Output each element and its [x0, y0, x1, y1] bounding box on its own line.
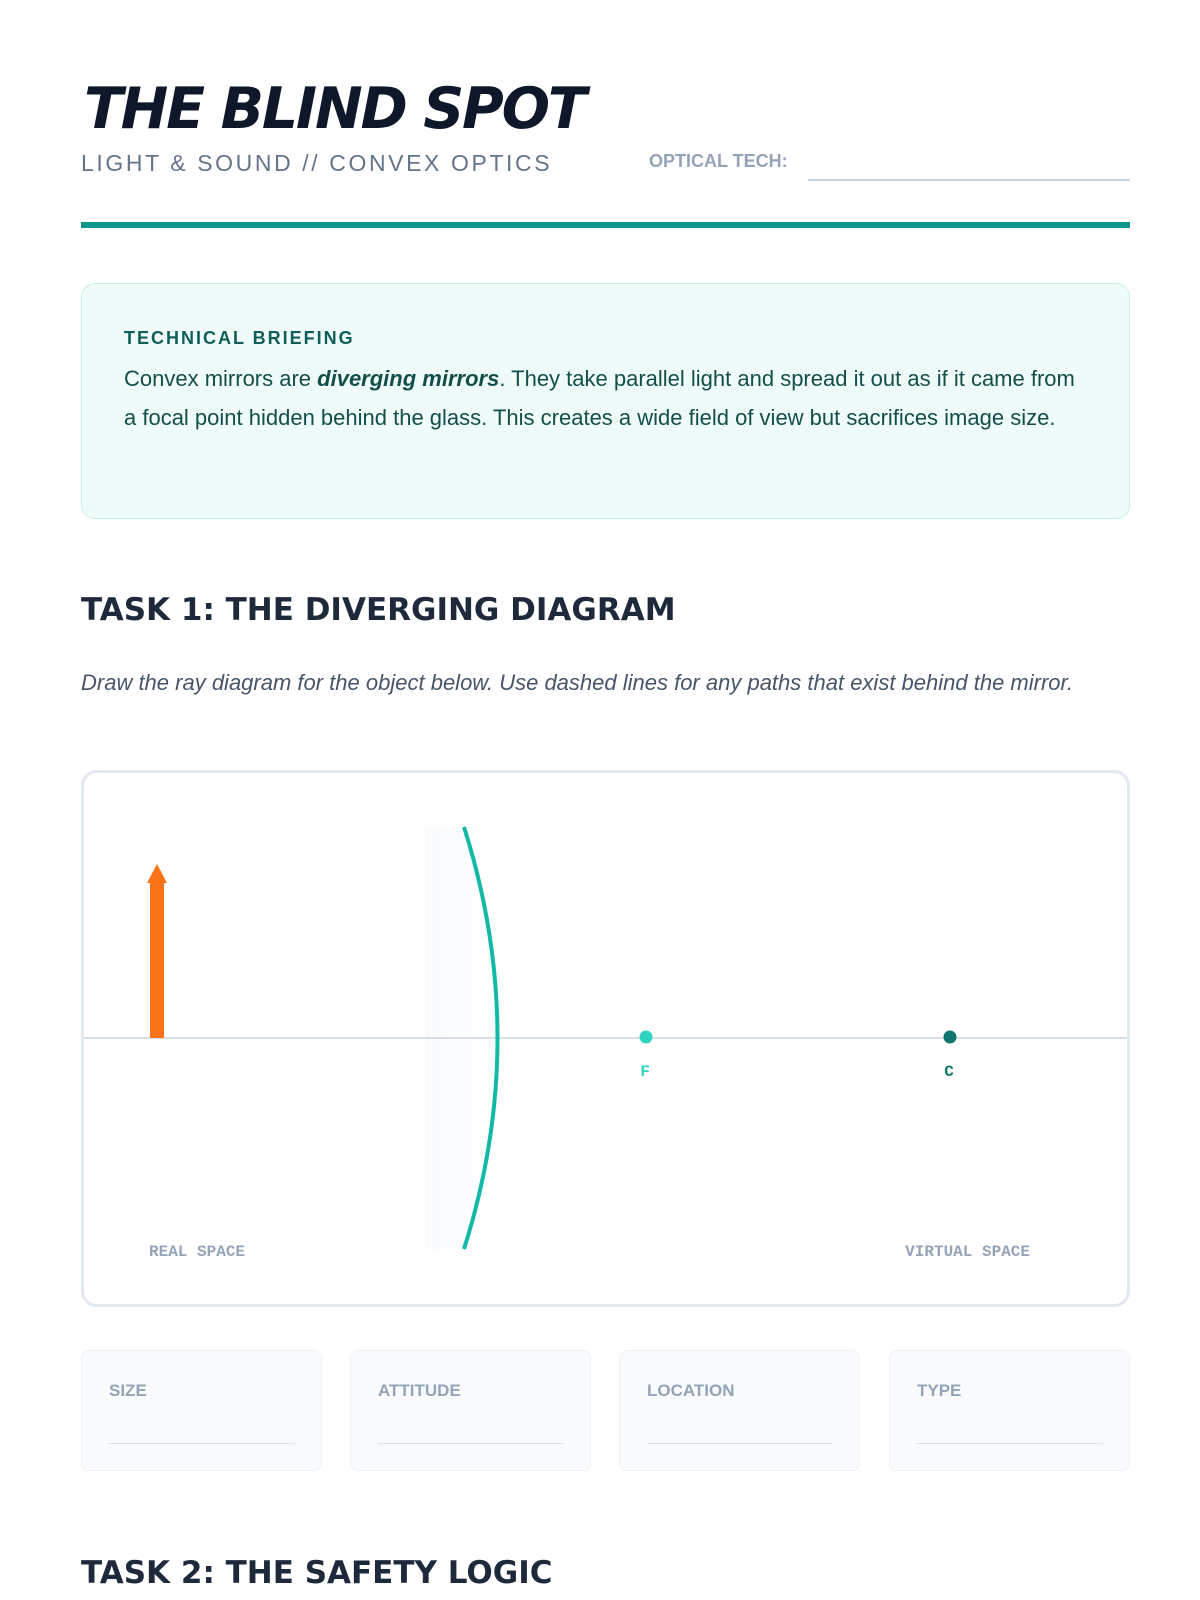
real-space-label: REAL SPACE [149, 1243, 246, 1261]
briefing-text-start: Convex mirrors are [124, 366, 318, 391]
briefing-text [124, 359, 1087, 437]
object-arrow-head [147, 864, 167, 883]
answer-box-size [81, 1350, 322, 1471]
task-1-heading: TASK 1: THE DIVERGING DIAGRAM [81, 592, 676, 628]
briefing-emphasis: diverging mirrors [317, 366, 500, 391]
answer-label-attitude: ATTITUDE [378, 1381, 461, 1400]
briefing-label: TECHNICAL BRIEFING [124, 328, 355, 348]
image-characteristics-row [81, 1350, 1130, 1471]
page-title: THE BLIND SPOT [84, 76, 585, 142]
answer-box-location [619, 1350, 860, 1471]
virtual-space-label: VIRTUAL SPACE [905, 1243, 1030, 1261]
answer-field-size[interactable] [109, 1443, 295, 1444]
focal-point-label: F [640, 1063, 650, 1081]
answer-label-type: TYPE [917, 1381, 962, 1400]
answer-box-attitude [350, 1350, 591, 1471]
center-of-curvature-label: C [944, 1063, 954, 1081]
answer-box-type [889, 1350, 1130, 1471]
answer-field-type[interactable] [917, 1443, 1103, 1444]
answer-field-attitude[interactable] [378, 1443, 564, 1444]
answer-label-size: SIZE [109, 1381, 147, 1400]
ray-diagram-svg [84, 773, 1127, 1304]
task-1-instructions: Draw the ray diagram for the object below. Use dashed lines for any paths that exist behind the mirror. [81, 670, 1074, 695]
object-arrow-shaft [150, 880, 164, 1038]
task-2-heading: TASK 2: THE SAFETY LOGIC [81, 1555, 553, 1591]
briefing-text-end: . They take parallel light and spread it out as if it came from a focal point hidden behind the glass. This creates a wide field of view but sacrifices image size. [124, 366, 1075, 430]
focal-point[interactable] [640, 1031, 653, 1044]
optical-tech-name-field[interactable] [808, 179, 1130, 181]
answer-field-location[interactable] [647, 1443, 833, 1444]
ray-diagram-canvas[interactable] [81, 770, 1130, 1307]
technical-briefing-panel [81, 283, 1130, 519]
optical-tech-label: OPTICAL TECH: [649, 151, 788, 171]
answer-label-location: LOCATION [647, 1381, 735, 1400]
page-subtitle: LIGHT & SOUND // CONVEX OPTICS [81, 150, 553, 176]
center-of-curvature-point[interactable] [944, 1031, 957, 1044]
header-divider [81, 222, 1130, 228]
